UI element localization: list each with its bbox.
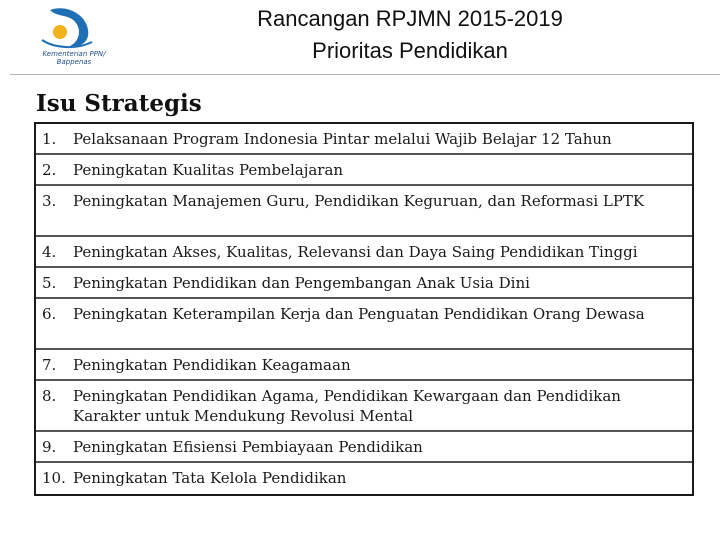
item-text: Peningkatan Kualitas Pembelajaran xyxy=(73,161,344,179)
list-item xyxy=(36,237,692,268)
item-text: Pelaksanaan Program Indonesia Pintar melalui Wajib Belajar 12 Tahun xyxy=(73,130,612,148)
list-item xyxy=(36,463,692,494)
item-number: 3. xyxy=(42,192,57,210)
list-item xyxy=(36,155,692,186)
list-item xyxy=(36,381,692,432)
item-number: 10. xyxy=(42,469,66,487)
strategic-issues-list xyxy=(34,122,694,496)
bappenas-emblem-icon xyxy=(36,6,112,50)
list-item xyxy=(36,186,692,237)
item-number: 7. xyxy=(42,356,57,374)
list-item xyxy=(36,299,692,350)
item-number: 1. xyxy=(42,130,57,148)
item-number: 4. xyxy=(42,243,57,261)
item-number: 2. xyxy=(42,161,57,179)
list-item xyxy=(36,350,692,381)
item-number: 5. xyxy=(42,274,57,292)
section-heading: Isu Strategis xyxy=(36,90,202,117)
item-text: Peningkatan Tata Kelola Pendidikan xyxy=(73,469,347,487)
item-text: Peningkatan Efisiensi Pembiayaan Pendidikan xyxy=(73,438,423,456)
item-text: Peningkatan Keterampilan Kerja dan Penguatan Pendidikan Orang Dewasa xyxy=(73,305,645,323)
logo-text-line2: Bappenas xyxy=(56,58,92,66)
list-item xyxy=(36,268,692,299)
item-number: 9. xyxy=(42,438,57,456)
item-number: 8. xyxy=(42,387,57,405)
item-text: Peningkatan Akses, Kualitas, Relevansi dan Daya Saing Pendidikan Tinggi xyxy=(73,243,638,261)
item-text: Peningkatan Pendidikan Keagamaan xyxy=(73,356,351,374)
item-number: 6. xyxy=(42,305,57,323)
logo-text-line1: Kementerian PPN/ xyxy=(42,50,106,58)
item-text: Peningkatan Pendidikan Agama, Pendidikan Kewargaan dan Pendidikan Karakter untuk Mendukung Revolusi Mental xyxy=(73,387,621,425)
bappenas-logo xyxy=(24,6,124,70)
item-text: Peningkatan Pendidikan dan Pengembangan Anak Usia Dini xyxy=(73,274,530,292)
page-subtitle: Prioritas Pendidikan xyxy=(312,38,508,63)
list-item xyxy=(36,124,692,155)
header-divider xyxy=(10,74,720,75)
item-text: Peningkatan Manajemen Guru, Pendidikan Keguruan, dan Reformasi LPTK xyxy=(73,192,645,210)
page-title: Rancangan RPJMN 2015-2019 xyxy=(257,6,563,31)
list-item xyxy=(36,432,692,463)
